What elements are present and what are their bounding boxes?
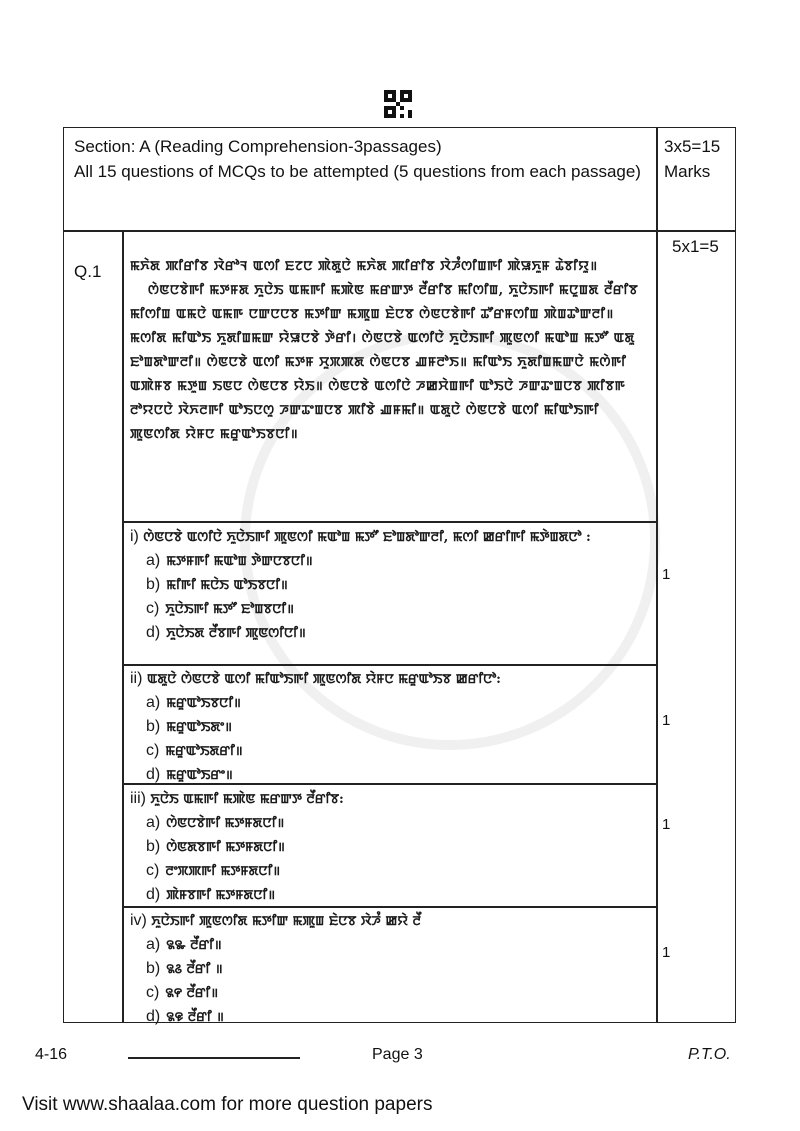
marks-total: 3x5=15 — [664, 137, 721, 156]
option: a) ꯃꯔꯨꯑꯣꯏꯕꯅꯤ॥ — [146, 694, 241, 711]
table-divider — [122, 664, 656, 666]
sub-question-marks: 1 — [662, 566, 671, 583]
page-number: Page 3 — [372, 1046, 423, 1063]
option: b) ꯃꯤꯒꯤ ꯃꯅꯥꯏ ꯑꯣꯏꯕꯅꯤ॥ — [146, 576, 288, 593]
footer-rule — [128, 1057, 300, 1059]
option: a) ꯃꯇꯝꯒꯤ ꯃꯑꯣꯡ ꯇꯥꯛꯅꯕꯅꯤ॥ — [146, 552, 313, 569]
table-divider — [656, 127, 658, 1023]
visit-link[interactable]: Visit www.shaalaa.com for more question papers — [22, 1094, 433, 1115]
table-divider — [122, 521, 656, 523]
option: c) ꯃꯔꯨꯑꯣꯏꯗꯔꯤ॥ — [146, 742, 243, 759]
option: a) ꯁꯥꯟꯅꯕꯥꯒꯤ ꯃꯇꯝꯗꯅꯤ॥ — [146, 814, 285, 831]
pto-label: P.T.O. — [688, 1046, 731, 1063]
question-number: Q.1 — [74, 262, 102, 281]
sub-question-marks: 1 — [662, 712, 671, 729]
qr-code-icon — [384, 90, 412, 118]
section-marks — [664, 134, 734, 184]
option: a) ꯲꯳ ꯂꯩꯔꯤ॥ — [146, 936, 222, 953]
section-instruction: All 15 questions of MCQs to be attempted (5 questions from each passage) — [74, 162, 641, 181]
table-divider — [122, 230, 124, 1023]
option: d) ꯲꯶ ꯂꯩꯔꯤ ॥ — [146, 1008, 224, 1025]
sub-question-marks: 1 — [662, 944, 671, 961]
section-title: Section: A (Reading Comprehension-3passages) — [74, 137, 442, 156]
sub-question — [130, 526, 645, 645]
paper-code: 4-16 — [35, 1046, 68, 1063]
option: b) ꯲꯴ ꯂꯩꯔꯤ ॥ — [146, 960, 223, 977]
sub-question-stem: ꯁꯥꯟꯅꯕꯥ ꯑꯁꯤꯅꯥ ꯈꯨꯅꯥꯏꯒꯤ ꯄꯨꯟꯁꯤ ꯃꯑꯣꯡ ꯃꯇꯧ ꯐꯣꯡꯗꯣꯛꯂꯤ, ꯃꯁꯤ ꯀꯔꯤꯒꯤ ꯃꯇꯥꯡꯗꯅꯣ : — [143, 530, 591, 545]
sub-question — [130, 788, 645, 907]
sub-question-number: ii) — [130, 670, 143, 687]
marks-label: Marks — [664, 162, 711, 181]
passage-body: ꯁꯥꯟꯅꯕꯥꯒꯤ ꯃꯇꯝꯗ ꯈꯨꯅꯥꯏ ꯑꯃꯒꯤ ꯃꯄꯥꯟ ꯃꯔꯛꯇ ꯂꯩꯔꯤꯕ ꯃꯤꯁꯤꯡ, ꯈꯨꯅꯥꯏꯒꯤ ꯃꯅꯨꯡꯗ ꯂꯩꯔꯤꯕ ꯃꯤꯁꯤꯡ ꯑꯃꯅꯥ ꯑꯃꯒ ꯅꯛꯅꯅꯕ ꯃꯇꯤꯛ ꯃꯄꯨꯡ ꯐꯥꯅꯕ ꯁꯥꯟꯅꯕꯥꯒꯤ ꯊꯧꯔꯝꯁꯤꯡ ꯄꯥꯡꯊꯣꯛꯂꯤ॥ ꯃꯁꯤꯗ ꯃꯤꯑꯣꯏ ꯈꯨꯗꯤꯡꯃꯛ ꯌꯥꯎꯅꯕꯥ ꯇꯥꯔꯤ। ꯁꯥꯟꯅꯕꯥ ꯑꯁꯤꯅꯥ ꯈꯨꯅꯥꯏꯒꯤ ꯄꯨꯟꯁꯤ ꯃꯑꯣꯡ ꯃꯇꯧ ꯑꯗꯨ ꯐꯣꯡꯗꯣꯛꯂꯤ॥ ꯁꯥꯟꯅꯕꯥ ꯑꯁꯤ ꯃꯇꯝ ꯆꯨꯞꯄꯗ ꯁꯥꯟꯅꯕ ꯉꯝꯂꯣꯏ॥ ꯃꯤꯑꯣꯏ ꯈꯨꯗꯤꯡꯃꯛꯅꯥ ꯃꯁꯥꯒꯤ ꯑꯄꯥꯝꯕ ꯃꯇꯨꯡ ꯏꯟꯅ ꯁꯥꯟꯅꯕ ꯌꯥꯏ॥ ꯁꯥꯟꯅꯕꯥ ꯑꯁꯤꯅꯥ ꯍꯀꯆꯥꯡꯒꯤ ꯑꯣꯏꯅꯥ ꯍꯛꯊꯦꯡꯅꯕ ꯄꯤꯕꯒ ꯂꯣꯌꯅꯅꯥ ꯋꯥꯈꯂꯒꯤ ꯑꯣꯏꯅꯁꯨ ꯍꯛꯊꯦꯡꯅꯕ ꯄꯤꯕꯥ ꯉꯝꯃꯤ॥ ꯑꯗꯨꯅꯥ ꯁꯥꯟꯅꯕꯥ ꯑꯁꯤ ꯃꯤꯑꯣꯏꯒꯤ ꯄꯨꯟꯁꯤꯗ ꯌꯥꯝꯅ ꯃꯔꯨꯑꯣꯏꯕꯅꯤ॥ — [130, 283, 639, 442]
sub-question — [130, 910, 645, 1029]
sub-question-number: iv) — [130, 912, 147, 929]
table-divider — [63, 230, 736, 232]
option: d) ꯃꯔꯨꯑꯣꯏꯔꯦ॥ — [146, 766, 233, 783]
sub-question-number: iii) — [130, 790, 146, 807]
sub-question-stem: ꯑꯗꯨꯅꯥ ꯁꯥꯟꯅꯕꯥ ꯑꯁꯤ ꯃꯤꯑꯣꯏꯒꯤ ꯄꯨꯟꯁꯤꯗ ꯌꯥꯝꯅ ꯃꯔꯨꯑꯣꯏꯕ ꯀꯔꯤꯅꯣ: — [146, 672, 501, 687]
section-header — [74, 134, 649, 184]
option: c) ꯲꯵ ꯂꯩꯔꯤ॥ — [146, 984, 219, 1001]
passage — [130, 255, 645, 447]
sub-question-marks: 1 — [662, 816, 671, 833]
sub-question-stem: ꯈꯨꯅꯥꯏ ꯑꯃꯒꯤ ꯃꯄꯥꯟ ꯃꯔꯛꯇ ꯂꯩꯔꯤꯕ: — [150, 792, 344, 807]
option: b) ꯁꯥꯟꯗꯕꯒꯤ ꯃꯇꯝꯗꯅꯤ॥ — [146, 838, 285, 855]
option: d) ꯈꯨꯅꯥꯏꯗ ꯂꯩꯕꯒꯤ ꯄꯨꯟꯁꯤꯅꯤ॥ — [146, 624, 306, 641]
sub-question — [130, 668, 645, 787]
option: b) ꯃꯔꯨꯑꯣꯏꯗꯦ॥ — [146, 718, 233, 735]
option: c) ꯂꯦꯞꯄꯒꯤ ꯃꯇꯝꯗꯅꯤ॥ — [146, 862, 281, 879]
sub-question-number: i) — [130, 528, 139, 545]
question-marks: 5x1=5 — [672, 237, 719, 256]
passage-instruction: ꯃꯈꯥꯗ ꯄꯤꯔꯤꯕ ꯋꯥꯔꯣꯜ ꯑꯁꯤ ꯐꯖꯅ ꯄꯥꯗꯨꯅꯥ ꯃꯈꯥꯗ ꯄꯤꯔꯤꯕ ꯋꯥꯍꯪꯁꯤꯡꯒꯤ ꯄꯥꯎꯈꯨꯝ ꯊꯥꯕꯤꯌꯨ॥ — [130, 259, 598, 274]
option: d) ꯄꯥꯝꯕꯒꯤ ꯃꯇꯝꯗꯅꯤ॥ — [146, 886, 276, 903]
option: c) ꯈꯨꯅꯥꯏꯒꯤ ꯃꯇꯧ ꯐꯣꯡꯕꯅꯤ॥ — [146, 600, 295, 617]
sub-question-stem: ꯈꯨꯅꯥꯏꯒꯤ ꯄꯨꯟꯁꯤꯗ ꯃꯇꯤꯛ ꯃꯄꯨꯡ ꯐꯥꯅꯕ ꯋꯥꯍꯪ ꯀꯌꯥ ꯂꯩ — [151, 914, 421, 929]
